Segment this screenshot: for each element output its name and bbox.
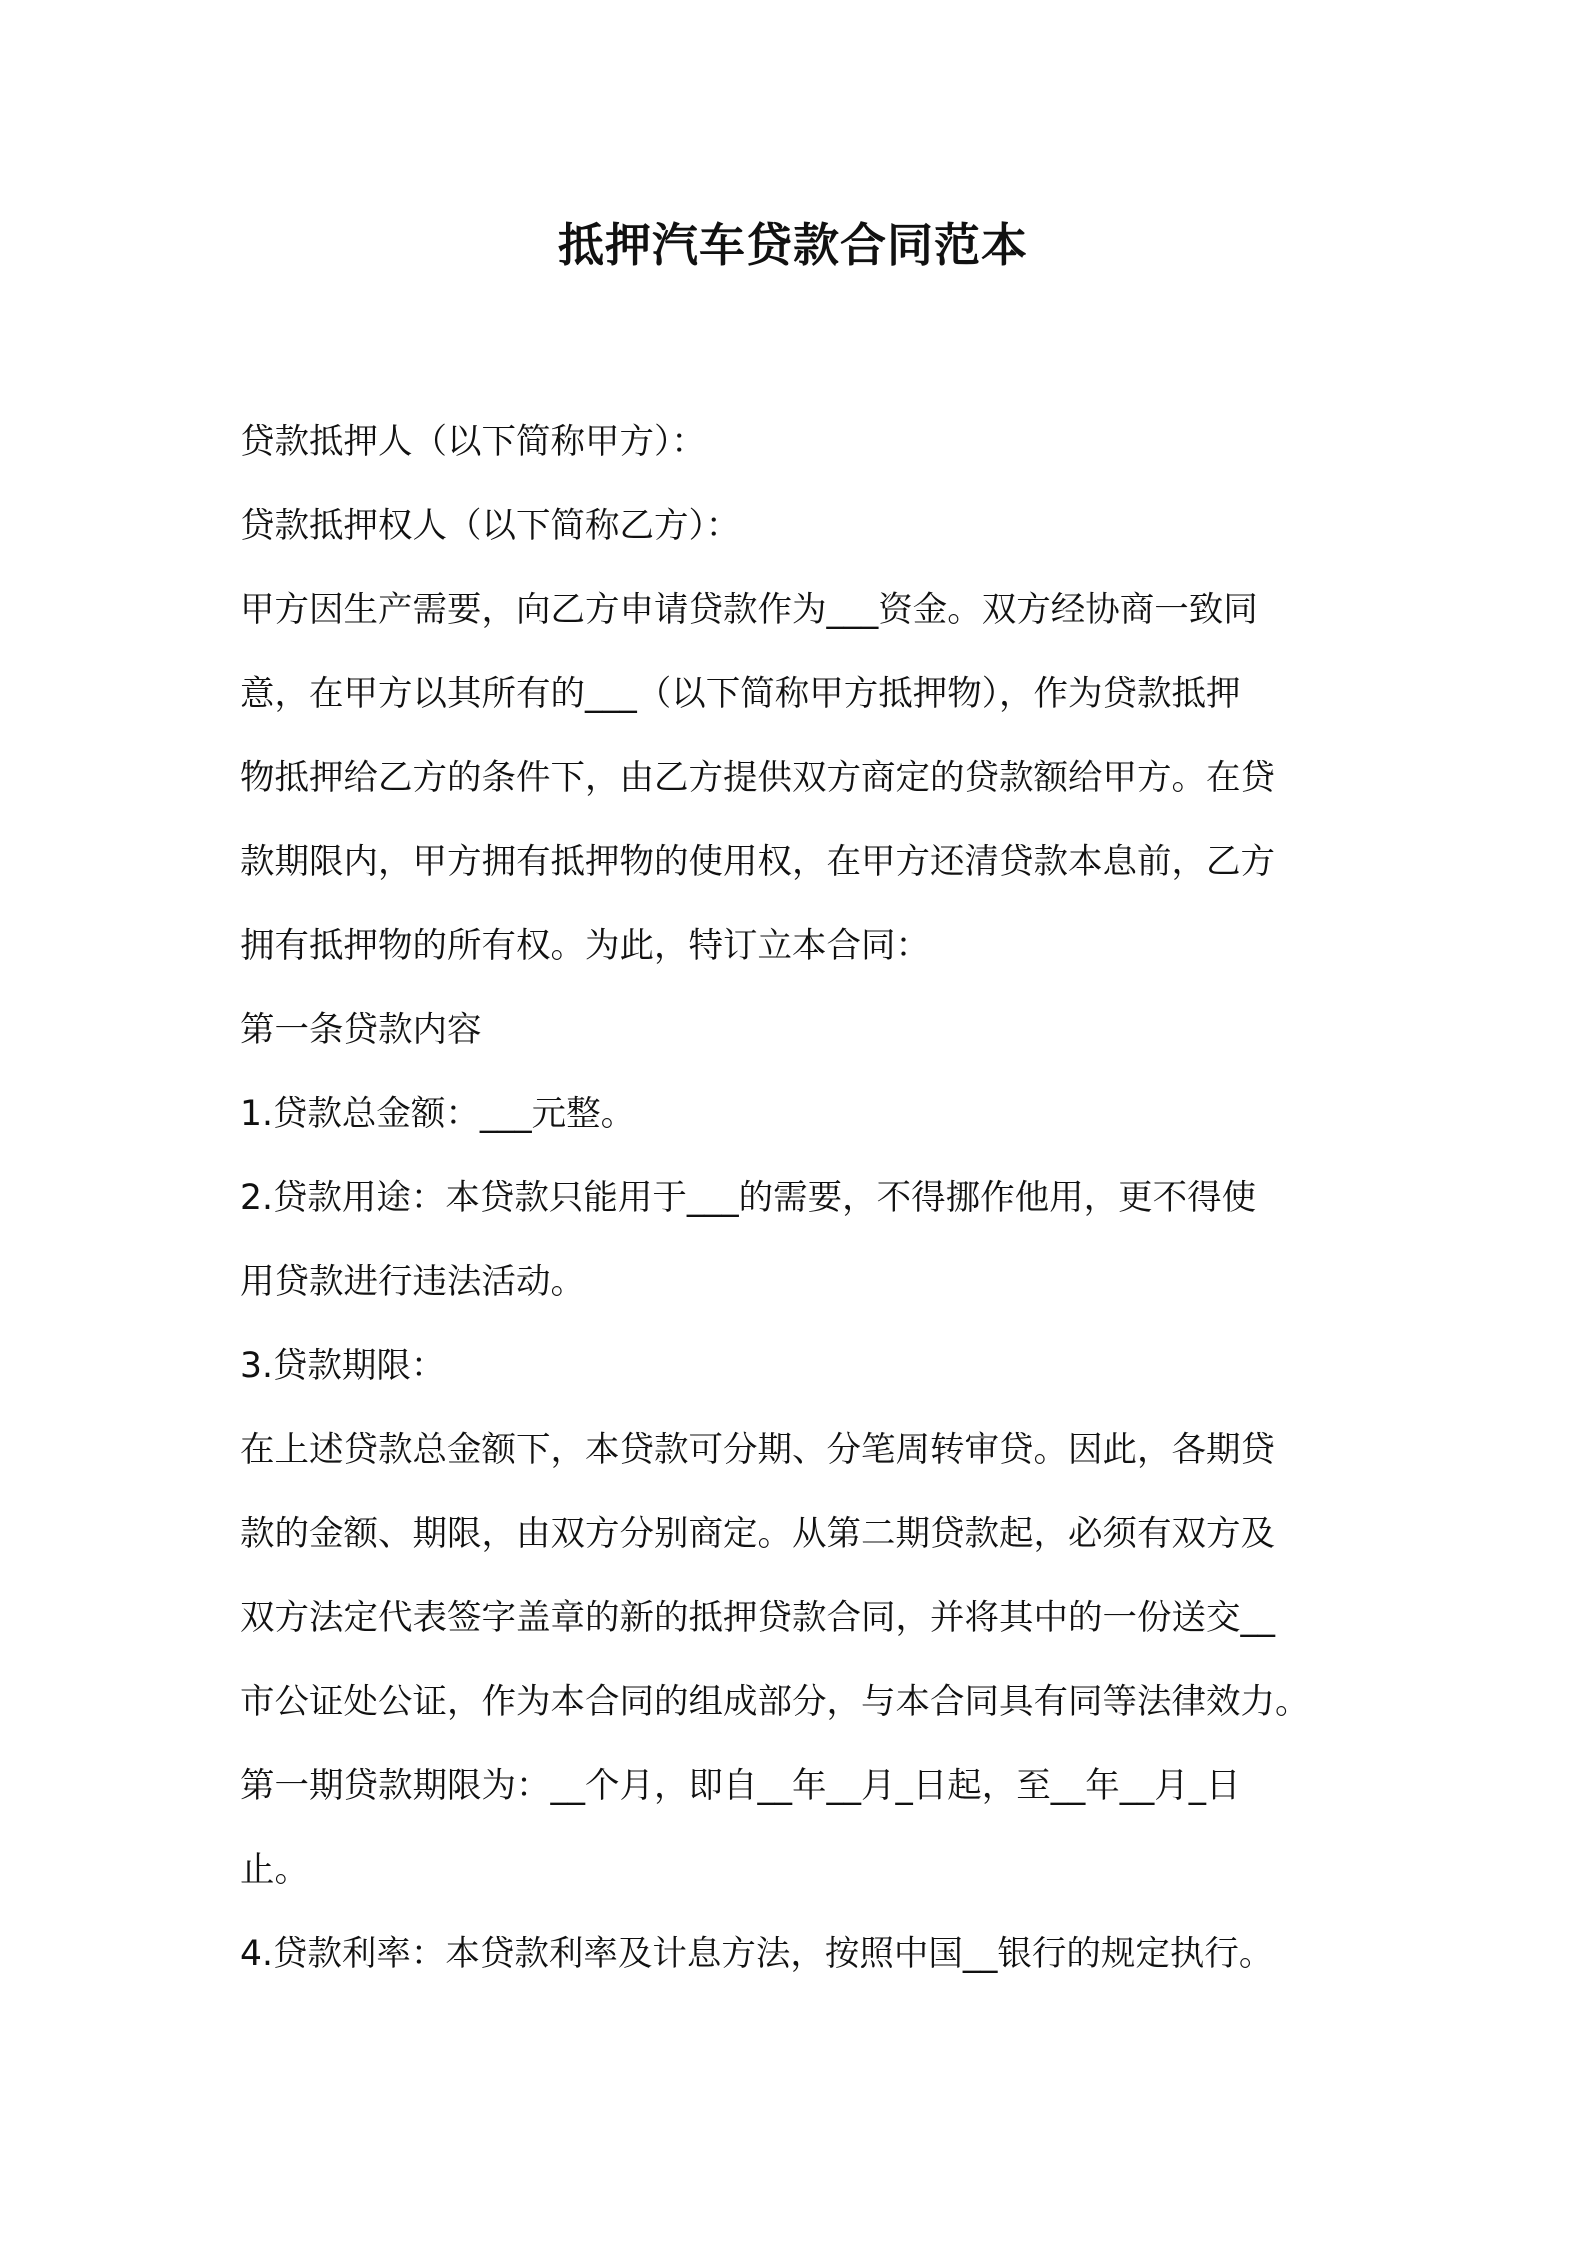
document-title: 抵押汽车贷款合同范本 — [558, 218, 1028, 272]
clause-3-line-2: 款的金额、期限，由双方分别商定。从第二期贷款起，必须有双方及 — [240, 1514, 1275, 1554]
preamble-line-4: 款期限内，甲方拥有抵押物的使用权，在甲方还清贷款本息前，乙方 — [240, 842, 1275, 882]
clause-3-term-heading: 3.贷款期限： — [240, 1346, 446, 1386]
clause-2-purpose-line-2: 用贷款进行违法活动。 — [240, 1262, 585, 1302]
clause-4-interest-rate: 4.贷款利率：本贷款利率及计息方法，按照中国__银行的规定执行。 — [240, 1934, 1274, 1974]
document-body — [240, 400, 1350, 1996]
party-a-line: 贷款抵押人（以下简称甲方）： — [240, 422, 706, 462]
article-one-heading: 第一条贷款内容 — [240, 1010, 482, 1050]
clause-3-line-1: 在上述贷款总金额下，本贷款可分期、分笔周转审贷。因此，各期贷 — [240, 1430, 1275, 1470]
preamble-line-5: 拥有抵押物的所有权。为此，特订立本合同： — [240, 926, 930, 966]
party-b-line: 贷款抵押权人（以下简称乙方）： — [240, 506, 741, 546]
clause-3-line-4: 市公证处公证，作为本合同的组成部分，与本合同具有同等法律效力。 — [240, 1682, 1310, 1722]
preamble-line-2: 意，在甲方以其所有的___（以下简称甲方抵押物），作为贷款抵押 — [240, 674, 1241, 714]
clause-3-line-3: 双方法定代表签字盖章的新的抵押贷款合同，并将其中的一份送交__ — [240, 1598, 1275, 1638]
first-term-line-1: 第一期贷款期限为：__个月，即自__年__月_日起，至__年__月_日 — [240, 1766, 1241, 1806]
preamble-line-1: 甲方因生产需要，向乙方申请贷款作为___资金。双方经协商一致同 — [240, 590, 1258, 630]
preamble-line-3: 物抵押给乙方的条件下，由乙方提供双方商定的贷款额给甲方。在贷 — [240, 758, 1275, 798]
clause-2-purpose-line-1: 2.贷款用途：本贷款只能用于___的需要，不得挪作他用，更不得使 — [240, 1178, 1257, 1218]
first-term-line-2: 止。 — [240, 1850, 309, 1890]
clause-1-total-amount: 1.贷款总金额：___元整。 — [240, 1094, 636, 1134]
